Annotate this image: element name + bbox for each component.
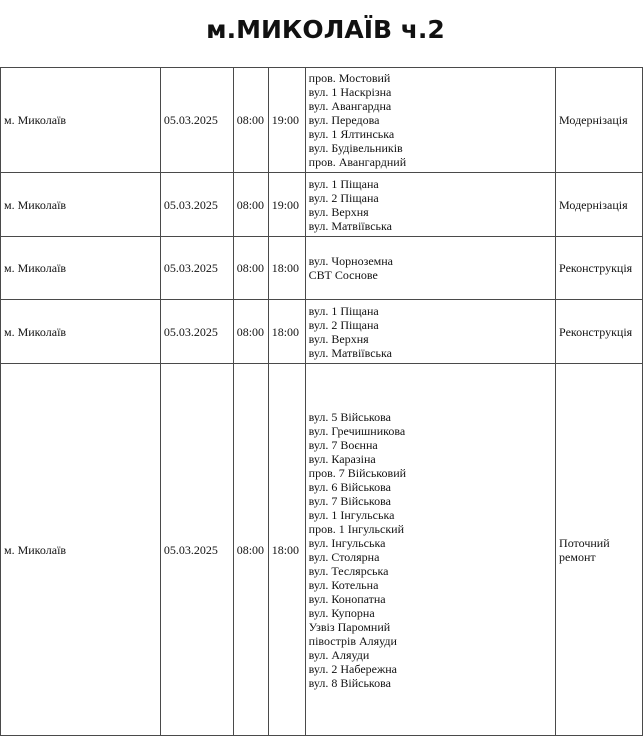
city-cell: м. Миколаїв (1, 300, 161, 364)
street-item: пров. Мостовий (308, 71, 391, 85)
street-item: вул. Верхня (308, 204, 369, 219)
street-item: вул. Матвіївська (308, 345, 393, 360)
street-item: півострів Аляуди (308, 633, 397, 648)
city-cell: м. Миколаїв (1, 237, 161, 300)
street-item: вул. Аляуди (308, 647, 370, 662)
table-row (1, 68, 643, 173)
street-item: вул. 7 Воєнна (308, 437, 378, 452)
outage-table-body (1, 68, 643, 736)
street-item: вул. Передова (308, 113, 380, 127)
outage-table (0, 67, 643, 736)
street-item: вул. Верхня (308, 331, 369, 346)
street-item: пров. 1 Інгульский (308, 521, 405, 536)
street-item: СВТ Соснове (308, 268, 378, 282)
work-type-cell (556, 300, 643, 364)
work-type-cell (556, 237, 643, 300)
work-type-line: Реконструкція (559, 324, 633, 339)
street-item: пров. Авангардний (308, 155, 407, 169)
street-item: вул. Чорноземна (308, 254, 394, 268)
streets-cell (305, 68, 555, 173)
streets-cell (305, 300, 555, 364)
street-item: вул. Авангардна (308, 99, 392, 113)
street-item: вул. Столярна (308, 549, 380, 564)
start-time-cell: 08:00 (233, 364, 268, 736)
end-time-cell: 18:00 (268, 300, 305, 364)
table-row (1, 364, 643, 736)
end-time-cell: 18:00 (268, 237, 305, 300)
end-time-cell: 19:00 (268, 173, 305, 237)
street-item: вул. Купорна (308, 605, 375, 620)
street-item: вул. 5 Військова (308, 409, 391, 424)
street-item: вул. 1 Піщана (308, 176, 379, 191)
street-item: вул. 7 Військова (308, 493, 391, 508)
work-type-cell (556, 173, 643, 237)
street-item: вул. Каразіна (308, 451, 376, 466)
table-row (1, 237, 643, 300)
start-time-cell: 08:00 (233, 237, 268, 300)
street-item: вул. 1 Наскрізна (308, 85, 392, 99)
page-title: м.МИКОЛАЇВ ч.2 (206, 15, 445, 44)
street-item: вул. Котельна (308, 577, 379, 592)
date-cell: 05.03.2025 (160, 364, 233, 736)
date-cell: 05.03.2025 (160, 237, 233, 300)
work-type-line: Модернізація (559, 197, 628, 212)
end-time-cell: 19:00 (268, 68, 305, 173)
street-item: вул. 2 Набережна (308, 661, 398, 676)
street-item: вул. Матвіївська (308, 218, 393, 233)
city-cell: м. Миколаїв (1, 68, 161, 173)
work-type-cell (556, 364, 643, 736)
street-item: вул. Теслярська (308, 563, 389, 578)
streets-cell (305, 237, 555, 300)
date-cell: 05.03.2025 (160, 300, 233, 364)
end-time-cell: 18:00 (268, 364, 305, 736)
street-item: вул. 1 Ялтинська (308, 127, 395, 141)
street-item: вул. 1 Піщана (308, 303, 379, 318)
street-item: вул. Будівельників (308, 141, 403, 155)
street-item: вул. 6 Військова (308, 479, 391, 494)
street-item: вул. Гречишникова (308, 423, 406, 438)
work-type-line: Модернізація (559, 113, 628, 127)
street-item: вул. Конопатна (308, 591, 386, 606)
street-item: пров. 7 Військовий (308, 465, 407, 480)
start-time-cell: 08:00 (233, 300, 268, 364)
date-cell: 05.03.2025 (160, 68, 233, 173)
work-type-line: Поточний (559, 535, 610, 550)
table-row (1, 300, 643, 364)
street-item: вул. 1 Інгульська (308, 507, 395, 522)
table-row (1, 173, 643, 237)
city-cell: м. Миколаїв (1, 364, 161, 736)
work-type-cell (556, 68, 643, 173)
street-item: вул. 2 Піщана (308, 317, 379, 332)
streets-cell (305, 364, 555, 736)
work-type-line: Реконструкція (559, 261, 633, 275)
street-item: Узвіз Паромний (308, 619, 391, 634)
street-item: вул. Інгульська (308, 535, 386, 550)
city-cell: м. Миколаїв (1, 173, 161, 237)
street-item: вул. 2 Піщана (308, 190, 379, 205)
start-time-cell: 08:00 (233, 173, 268, 237)
streets-cell (305, 173, 555, 237)
date-cell: 05.03.2025 (160, 173, 233, 237)
start-time-cell: 08:00 (233, 68, 268, 173)
street-item: вул. 8 Військова (308, 675, 391, 690)
work-type-line: ремонт (559, 549, 596, 564)
